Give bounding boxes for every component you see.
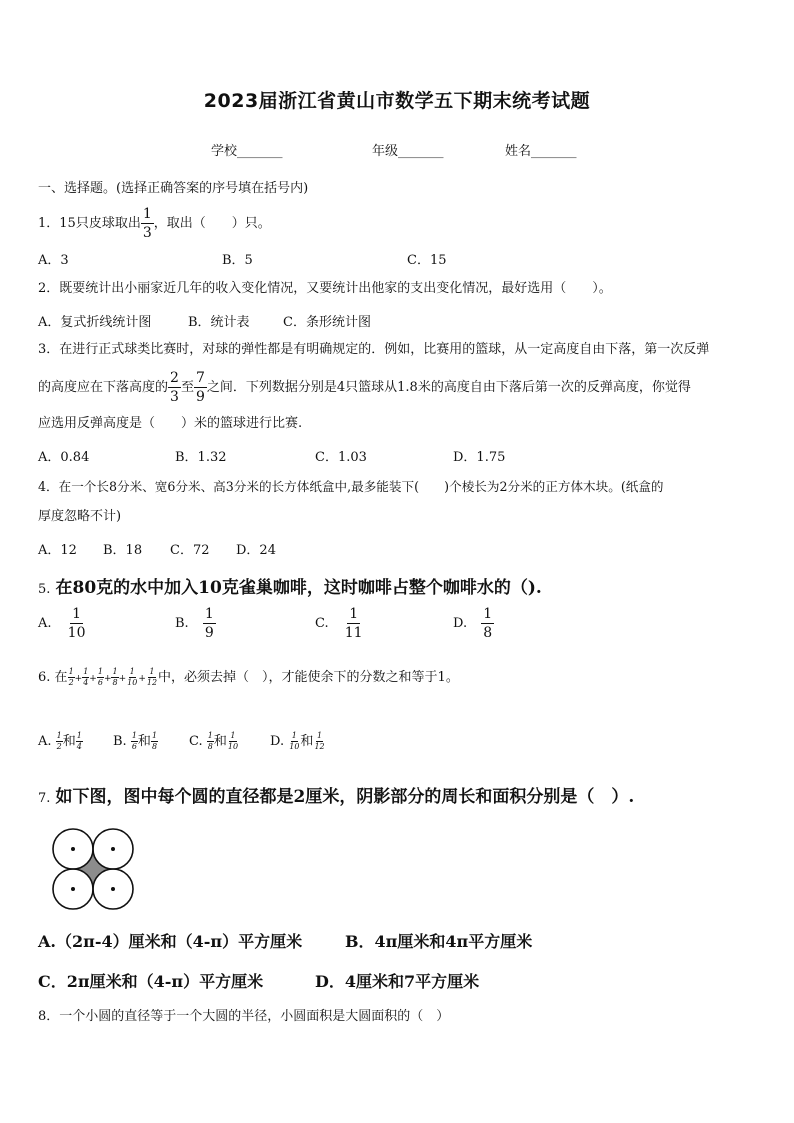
q6-d-and: 和: [300, 734, 314, 749]
q5-d-fraction: [481, 607, 494, 640]
plus-sign: +: [74, 674, 83, 684]
q6-b2-den: 8: [151, 742, 158, 751]
plus-sign: +: [118, 674, 127, 684]
q6-c-label: C.: [189, 734, 203, 749]
q5-b-num: 1: [204, 606, 214, 622]
q6-b-and: 和: [137, 734, 151, 749]
q6-option-d: [270, 730, 326, 751]
q2-option-c: C．条形统计图: [283, 315, 371, 330]
q6-a-label: A.: [38, 734, 52, 749]
q3-f1-num: 2: [170, 370, 179, 386]
page-title: 2023届浙江省黄山市数学五下期末统考试题: [203, 90, 591, 112]
q6-term-den: 12: [146, 678, 158, 687]
question-6: [38, 668, 459, 689]
q1-fraction: [141, 207, 154, 240]
q6-a2-den: 4: [76, 742, 82, 751]
q5-option-d: [453, 607, 494, 640]
center-dot: [71, 887, 75, 891]
q3-f2-num: 7: [195, 370, 205, 386]
q7-option-c: C．2π厘米和（4-π）平方厘米: [38, 972, 264, 991]
q6-d-label: D.: [270, 734, 285, 749]
q6-d1-num: 1: [291, 731, 297, 740]
question-3-line-3: 应选用反弹高度是（ ）米的篮球进行比赛.: [38, 416, 303, 431]
q6-option-b: [113, 730, 158, 751]
q3-option-a: A．0.84: [38, 450, 90, 465]
center-dot: [111, 847, 115, 851]
four-circles-figure: [50, 826, 136, 912]
q7-option-a: A.（2π-4）厘米和（4-π）平方厘米: [38, 932, 303, 951]
question-3-line-1: 3．在进行正式球类比赛时，对球的弹性都是有明确规定的．例如，比赛用的篮球，从一定高度自由下落，第一次反弹: [38, 342, 710, 357]
q5-b-label: B.: [175, 616, 189, 631]
q6-a-frac-2: [76, 732, 83, 751]
q6-c1-num: 1: [207, 731, 213, 740]
q3-fraction-1: [168, 371, 181, 404]
q6-a1-den: 2: [56, 742, 62, 751]
q5-d-label: D.: [453, 616, 468, 631]
plus-sign: +: [138, 674, 146, 684]
school-field: 学校_______: [211, 144, 283, 159]
q6-term-num: 1: [112, 667, 118, 676]
q6-d1-den: 10: [289, 742, 300, 751]
q5-a-den: 10: [67, 625, 86, 641]
question-4-line-2: 厚度忽略不计): [38, 509, 122, 524]
q6-term-den: 4: [83, 678, 89, 687]
q5-number: 5.: [38, 582, 51, 597]
q6-term-fraction: [126, 668, 138, 687]
name-field: 姓名_______: [505, 144, 577, 159]
q6-term-den: 10: [127, 678, 138, 687]
q6-c1-den: 8: [207, 742, 213, 751]
q6-pre: 在: [54, 670, 68, 685]
q4-option-c: C．72: [170, 543, 210, 558]
q2-option-b: B．统计表: [188, 315, 250, 330]
q6-c-and: 和: [213, 734, 227, 749]
q3-line2-pre: 的高度应在下落高度的: [38, 380, 169, 395]
q5-b-den: 9: [204, 625, 214, 641]
q1-text-post: ，取出（ ）只。: [153, 216, 271, 231]
q3-line2-post: 之间．下列数据分别是4只篮球从1.8米的高度自由下落后第一次的反弹高度，你觉得: [206, 380, 691, 395]
question-2: 2．既要统计出小丽家近几年的收入变化情况，又要统计出他家的支出变化情况，最好选用（ ）。: [38, 281, 612, 296]
q6-option-c: [189, 730, 239, 751]
q5-c-fraction: [343, 607, 365, 640]
q3-option-d: D．1.75: [453, 450, 506, 465]
q5-c-num: 1: [349, 606, 359, 622]
plus-sign: +: [103, 674, 112, 684]
q4-option-d: D．24: [236, 543, 276, 558]
q6-c2-num: 1: [230, 731, 236, 740]
q1-frac-den: 3: [142, 225, 152, 241]
q6-a2-num: 1: [76, 731, 82, 740]
question-8: 8．一个小圆的直径等于一个大圆的半径，小圆面积是大圆面积的（ ）: [38, 1009, 450, 1024]
q5-d-den: 8: [483, 625, 493, 641]
q6-a-and: 和: [62, 734, 76, 749]
q7-number: 7.: [38, 791, 51, 806]
q6-term-den: 8: [112, 678, 118, 687]
q6-term-num: 1: [68, 667, 74, 676]
q4-option-b: B．18: [103, 543, 143, 558]
q5-a-fraction: [66, 607, 88, 640]
q6-term-fraction: [97, 668, 104, 687]
q5-a-label: A.: [38, 616, 52, 631]
q1-text-pre: 1．15只皮球取出: [38, 216, 141, 231]
q6-term-num: 1: [129, 667, 135, 676]
question-3-line-2: [38, 371, 691, 404]
q6-b1-den: 6: [131, 742, 137, 751]
q3-fraction-2: [194, 371, 207, 404]
q5-text: 在80克的水中加入10克雀巢咖啡，这时咖啡占整个咖啡水的（).: [55, 578, 542, 598]
q5-d-num: 1: [483, 606, 493, 622]
q7-text: 如下图，图中每个圆的直径都是2厘米，阴影部分的周长和面积分别是（ ）.: [55, 787, 635, 807]
q5-c-den: 11: [344, 625, 363, 641]
q6-c-frac-2: [227, 732, 239, 751]
center-dot: [71, 847, 75, 851]
q6-b-frac-1: [131, 732, 138, 751]
q6-d-frac-1: [288, 732, 300, 751]
q6-c2-den: 10: [227, 742, 239, 751]
q5-option-c: [315, 607, 365, 640]
q6-term-num: 1: [83, 667, 89, 676]
q3-f2-den: 9: [195, 389, 205, 405]
q6-term-num: 1: [149, 667, 155, 676]
section-heading: 一、选择题。(选择正确答案的序号填在括号内): [38, 181, 309, 196]
q5-option-b: [175, 607, 216, 640]
q1-option-a: A．3: [38, 253, 69, 268]
q6-c-frac-1: [207, 732, 214, 751]
q6-d2-num: 1: [316, 731, 323, 740]
q3-option-b: B．1.32: [175, 450, 227, 465]
question-1: [38, 207, 271, 240]
q1-option-b: B．5: [222, 253, 253, 268]
q2-option-a: A．复式折线统计图: [38, 315, 152, 330]
q4-option-a: A．12: [38, 543, 77, 558]
q5-b-fraction: [203, 607, 216, 640]
q7-option-b: B．4π厘米和4π平方厘米: [345, 932, 533, 951]
q6-number: 6.: [38, 670, 51, 685]
q7-option-d: D．4厘米和7平方厘米: [315, 972, 480, 991]
q6-d-frac-2: [313, 732, 325, 751]
q3-option-c: C．1.03: [315, 450, 367, 465]
q5-option-a: [38, 607, 88, 640]
question-7: [38, 782, 634, 809]
shaded-region: [73, 849, 113, 889]
q6-term-num: 1: [97, 667, 103, 676]
q6-term-fraction: [111, 668, 118, 687]
q3-mid: 至: [180, 380, 194, 395]
q6-d2-den: 12: [314, 742, 325, 751]
q6-b-label: B.: [113, 734, 127, 749]
q5-c-label: C.: [315, 616, 329, 631]
q6-b2-num: 1: [151, 731, 158, 740]
q5-a-num: 1: [72, 606, 82, 622]
q6-a-frac-1: [56, 732, 63, 751]
center-dot: [111, 887, 115, 891]
q1-frac-num: 1: [142, 206, 152, 222]
question-4-line-1: 4．在一个长8分米、宽6分米、高3分米的长方体纸盒中,最多能装下( )个棱长为2分米的正方体木块。(纸盒的: [38, 479, 664, 494]
q1-option-c: C．15: [407, 253, 447, 268]
plus-sign: +: [89, 674, 97, 684]
q6-option-a: [38, 730, 83, 751]
grade-field: 年级_______: [372, 144, 444, 159]
q6-post: 中，必须去掉（ ），才能使余下的分数之和等于1。: [158, 670, 459, 685]
q6-term-den: 6: [97, 678, 103, 687]
q6-a1-num: 1: [56, 731, 62, 740]
q6-b1-num: 1: [131, 731, 137, 740]
question-5: [38, 573, 542, 600]
q6-fraction-sum: [68, 667, 158, 687]
q6-term-fraction: [146, 668, 158, 687]
q3-f1-den: 3: [170, 389, 179, 405]
q6-term-den: 2: [68, 678, 74, 687]
q6-b-frac-2: [151, 732, 158, 751]
q6-term-fraction: [68, 668, 75, 687]
